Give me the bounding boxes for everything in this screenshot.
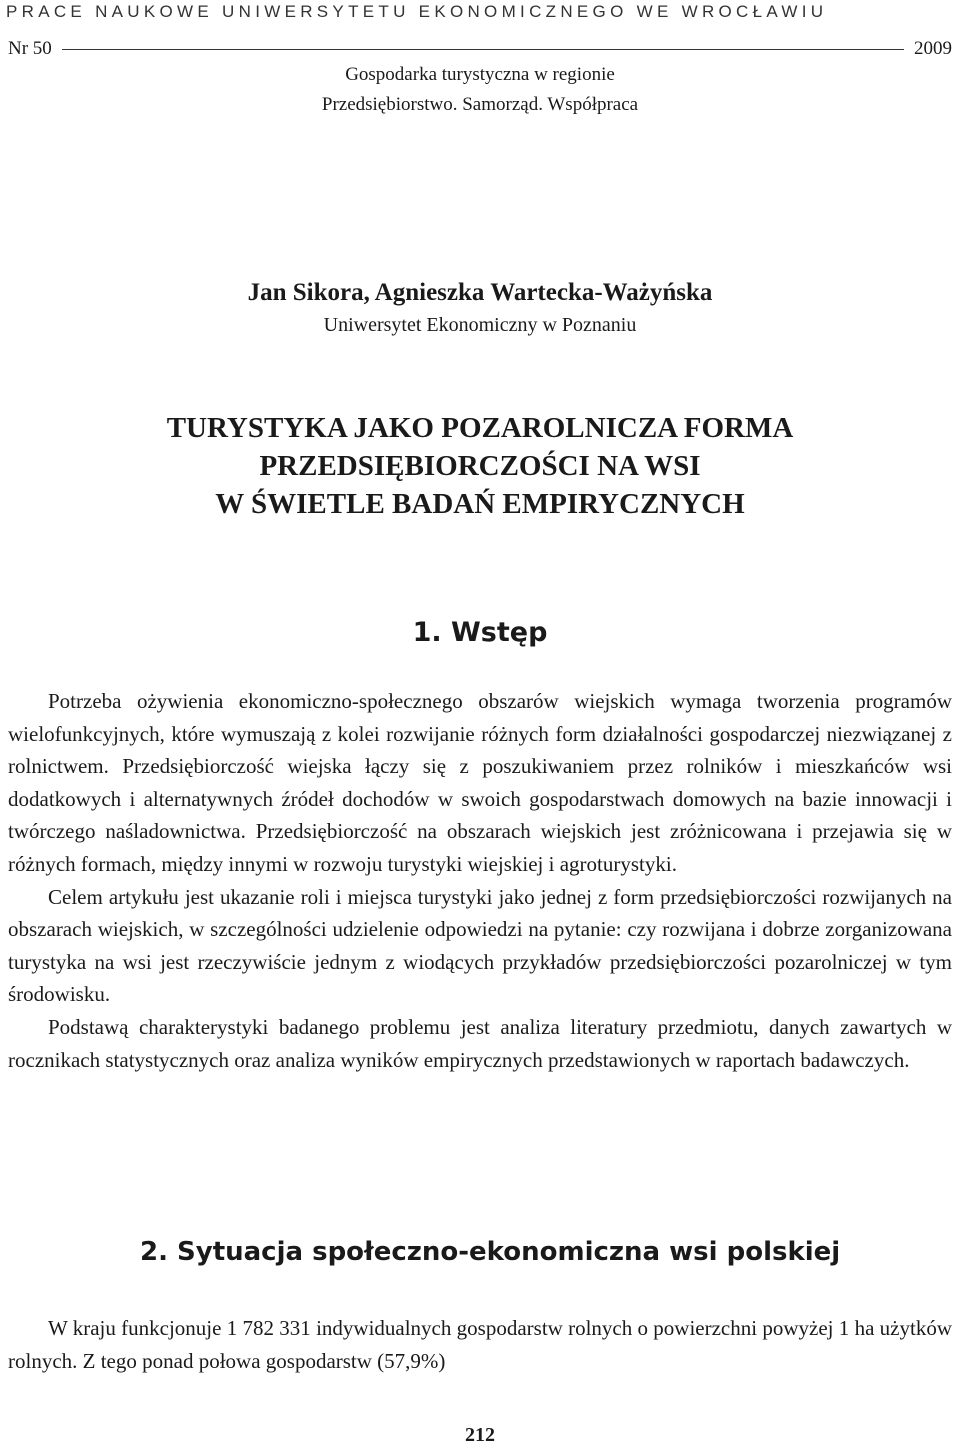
article-title-line: PRZEDSIĘBIORCZOŚCI NA WSI — [259, 450, 701, 482]
header-rule — [62, 49, 904, 50]
paragraph: W kraju funkcjonuje 1 782 331 indywidualnych gospodarstw rolnych o powierzchni powyżej 1 ha użytków rolnych. Z tego ponad połowa gospodarstw (57,9%) — [8, 1316, 952, 1373]
section-heading-situation: 2. Sytuacja społeczno-ekonomiczna wsi polskiej — [140, 1237, 841, 1267]
paragraph: Podstawą charakterystyki badanego problemu jest analiza literatury przedmiotu, danych zawartych w rocznikach statystycznych oraz analiza wyników empirycznych przedstawionych w raportach badawczych. — [8, 1014, 952, 1072]
journal-series-title: PRACE NAUKOWE UNIWERSYTETU EKONOMICZNEGO WE WROCŁAWIU — [6, 2, 828, 21]
volume-subtitle: Gospodarka turystyczna w regionie — [345, 64, 615, 85]
author-affiliation: Uniwersytet Ekonomiczny w Poznaniu — [323, 314, 637, 336]
article-authors: Jan Sikora, Agnieszka Wartecka-Ważyńska — [247, 279, 713, 306]
section-intro-body — [8, 685, 952, 1076]
issue-line — [8, 36, 952, 62]
issue-year: 2009 — [914, 38, 952, 59]
volume-subtitle-secondary: Przedsiębiorstwo. Samorząd. Współpraca — [321, 94, 639, 115]
paragraph: Potrzeba ożywienia ekonomiczno-społecznego obszarów wiejskich wymaga tworzenia programów wielofunkcyjnych, które wymuszają z kolei rozwijanie różnych form działalności gospodarczej niezwiązanej z rolnictwem. Przedsiębiorczość wiejska łączy się z poszukiwaniem przez rolników i mieszkańców wsi dodatkowych i alternatywnych źródeł dochodów w swoich gospodarstwach domowych na bazie innowacji i twórczego naśladownictwa. Przedsiębiorczość na obszarach wiejskich jest zróżnicowana i przejawia się w różnych formach, między innymi w rozwoju turystyki wiejskiej i agroturystyki. — [8, 689, 952, 876]
page-number: 212 — [465, 1424, 495, 1446]
article-title — [0, 409, 960, 523]
issue-number: Nr 50 — [8, 38, 52, 59]
section-situation-body — [8, 1312, 952, 1377]
article-title-line: W ŚWIETLE BADAŃ EMPIRYCZNYCH — [215, 488, 745, 520]
article-title-line: TURYSTYKA JAKO POZAROLNICZA FORMA — [166, 412, 794, 444]
paragraph: Celem artykułu jest ukazanie roli i miejsca turystyki jako jednej z form przedsiębiorczości rozwijanych na obszarach wiejskich, w szczególności udzielenie odpowiedzi na pytanie: czy rozwijana i dobrze zorganizowana turystyka na wsi jest rzeczywiście jednym z wiodących przykładów przedsiębiorczości pozarolniczej w tym środowisku. — [8, 884, 952, 1007]
section-heading-intro: 1. Wstęp — [412, 617, 548, 648]
